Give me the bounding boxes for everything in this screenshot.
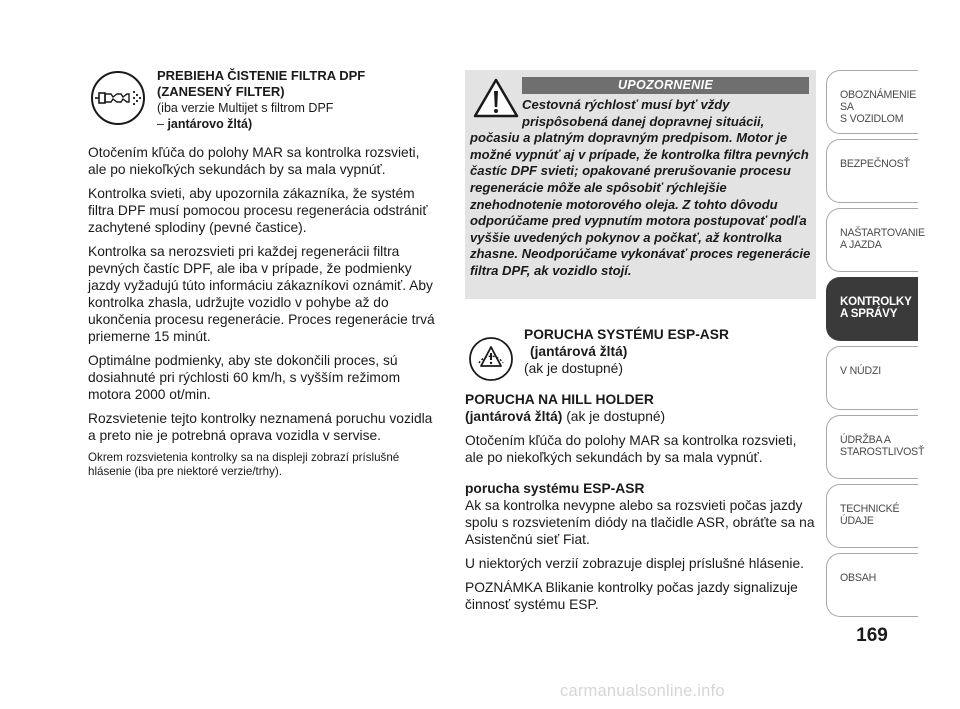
dpf-title-line1: PREBIEHA ČISTENIE FILTRA DPF — [157, 68, 366, 83]
hill-holder-title: PORUCHA NA HILL HOLDER — [465, 392, 654, 407]
tab-kontrolky[interactable] — [826, 277, 918, 341]
dpf-paragraph: Rozsvietenie tejto kontrolky neznamená poruchu vozidla a preto nie je potrebná oprava vozidla v servise. — [88, 411, 433, 443]
warning-text-rest: počasiu a platným dopravným predpisom. Motor je možné vypnúť aj v prípade, že kontrolka filtra pevných častíc DPF svieti; opakované prerušovanie procesu regenerácie môže ale spôsobiť rýchlejšie znehodnotenie motorového oleja. Z tohto dôvodu odporúčame pred vypnutím motora postupovať podľa vyššie uvedených pokynov a počkať, až kontrolka zhasne. Neodporúčame vykonávať proces regenerácie filtra DPF, ak vozidlo stojí. — [470, 130, 811, 278]
esp-title: PORUCHA SYSTÉMU ESP-ASR — [524, 327, 729, 342]
tab-technicke[interactable] — [826, 484, 918, 548]
warning-text-line2: prispôsobená danej dopravnej situácii, — [522, 113, 765, 129]
tab-label: KONTROLKY — [840, 295, 912, 308]
warning-text — [470, 97, 813, 280]
dpf-body — [88, 144, 440, 486]
esp-fault-title: porucha systému ESP-ASR — [465, 481, 645, 496]
esp-color: (jantárová žltá) — [530, 344, 628, 359]
dpf-filter-icon — [87, 70, 149, 126]
hill-holder-availability: (ak je dostupné) — [562, 409, 666, 424]
tab-obsah[interactable] — [826, 553, 918, 617]
hill-holder-body — [465, 391, 817, 620]
warning-box — [465, 70, 816, 299]
tab-udrzba[interactable] — [826, 415, 925, 479]
esp-fault-text: Ak sa kontrolka nevypne alebo sa rozsvieti počas jazdy spolu s rozsvietením diódy na tlačidle ASR, obráťte sa na Asistenčnú sieť Fiat. — [465, 498, 815, 547]
page-number: 169 — [856, 625, 888, 646]
dpf-color: jantárovo žltá) — [167, 117, 253, 131]
tab-label: STAROSTLIVOSŤ — [840, 446, 925, 458]
tab-label: BEZPEČNOSŤ — [840, 158, 910, 170]
dpf-paragraph: Kontrolka sa nerozsvieti pri každej regenerácii filtra pevných častíc DPF, ale iba v prípade, že podmienky jazdy vyžadujú túto informáciu zákazníkovi oznámiť. Aby kontrolka zhasla, udržujte vozidlo v pohybe až do ukončenia procesu regenerácie. Proces regenerácie trvá priemerne 15 minút. — [88, 244, 435, 344]
tab-label: OBSAH — [840, 572, 877, 584]
tab-label: A SPRÁVY — [840, 307, 898, 320]
warning-text-line1: Cestovná rýchlosť musí byť vždy — [522, 97, 730, 112]
tab-label: V NÚDZI — [840, 365, 881, 377]
tab-oboznamenie[interactable] — [826, 70, 918, 134]
dpf-section-header — [157, 68, 457, 132]
tab-label: OBOZNÁMENIE SA — [840, 89, 917, 113]
tab-label: S VOZIDLOM — [840, 113, 904, 125]
tab-label: ÚDRŽBA A — [840, 434, 891, 446]
dpf-display-note: Okrem rozsvietenia kontrolky sa na displeji zobrazí príslušné hlásenie (iba pre niektoré verzie/trhy). — [88, 451, 400, 478]
tab-label: NAŠTARTOVANIE — [840, 227, 925, 239]
hill-holder-text: Otočením kľúča do polohy MAR sa kontrolka rozsvieti, ale po niekoľkých sekundách by sa mala vypnúť. — [465, 433, 797, 465]
tab-label: ÚDAJE — [840, 515, 874, 527]
tab-v-nudzi[interactable] — [826, 346, 918, 410]
dpf-paragraph: Kontrolka svieti, aby upozornila zákazníka, že systém filtra DPF musí pomocou procesu regenerácia odstrániť zachytené splodiny (pevné častice). — [88, 186, 428, 235]
chapter-tabs — [826, 70, 925, 622]
esp-note-text: POZNÁMKA Blikanie kontrolky počas jazdy signalizuje činnosť systému ESP. — [465, 580, 798, 612]
dpf-subtitle: (iba verzie Multijet s filtrom DPF — [157, 101, 334, 115]
dpf-paragraph: Optimálne podmienky, aby ste dokončili proces, sú dosiahnuté pri rýchlosti 60 km/h, s vyšším režimom motora 2000 ot/min. — [88, 353, 401, 402]
tab-bezpecnost[interactable] — [826, 139, 918, 203]
esp-availability: (ak je dostupné) — [524, 361, 623, 376]
esp-display-text: U niektorých verzií zobrazuje displej príslušné hlásenie. — [465, 556, 804, 571]
watermark: carmanualsonline.info — [560, 682, 725, 700]
tab-nastartovanie[interactable] — [826, 208, 925, 272]
dpf-paragraph: Otočením kľúča do polohy MAR sa kontrolka rozsvieti, ale po niekoľkých sekundách by sa mala vypnúť. — [88, 145, 420, 177]
tab-label: TECHNICKÉ — [840, 503, 900, 515]
dpf-title-line2: (ZANESENÝ FILTER) — [157, 84, 285, 99]
warning-banner: UPOZORNENIE — [522, 77, 809, 94]
esp-section-header — [524, 326, 814, 377]
dpf-color-prefix: – — [157, 117, 168, 131]
esp-warning-circle-icon — [465, 336, 517, 382]
hill-holder-color: (jantárová žltá) — [465, 409, 563, 424]
tab-label: A JAZDA — [840, 239, 882, 251]
